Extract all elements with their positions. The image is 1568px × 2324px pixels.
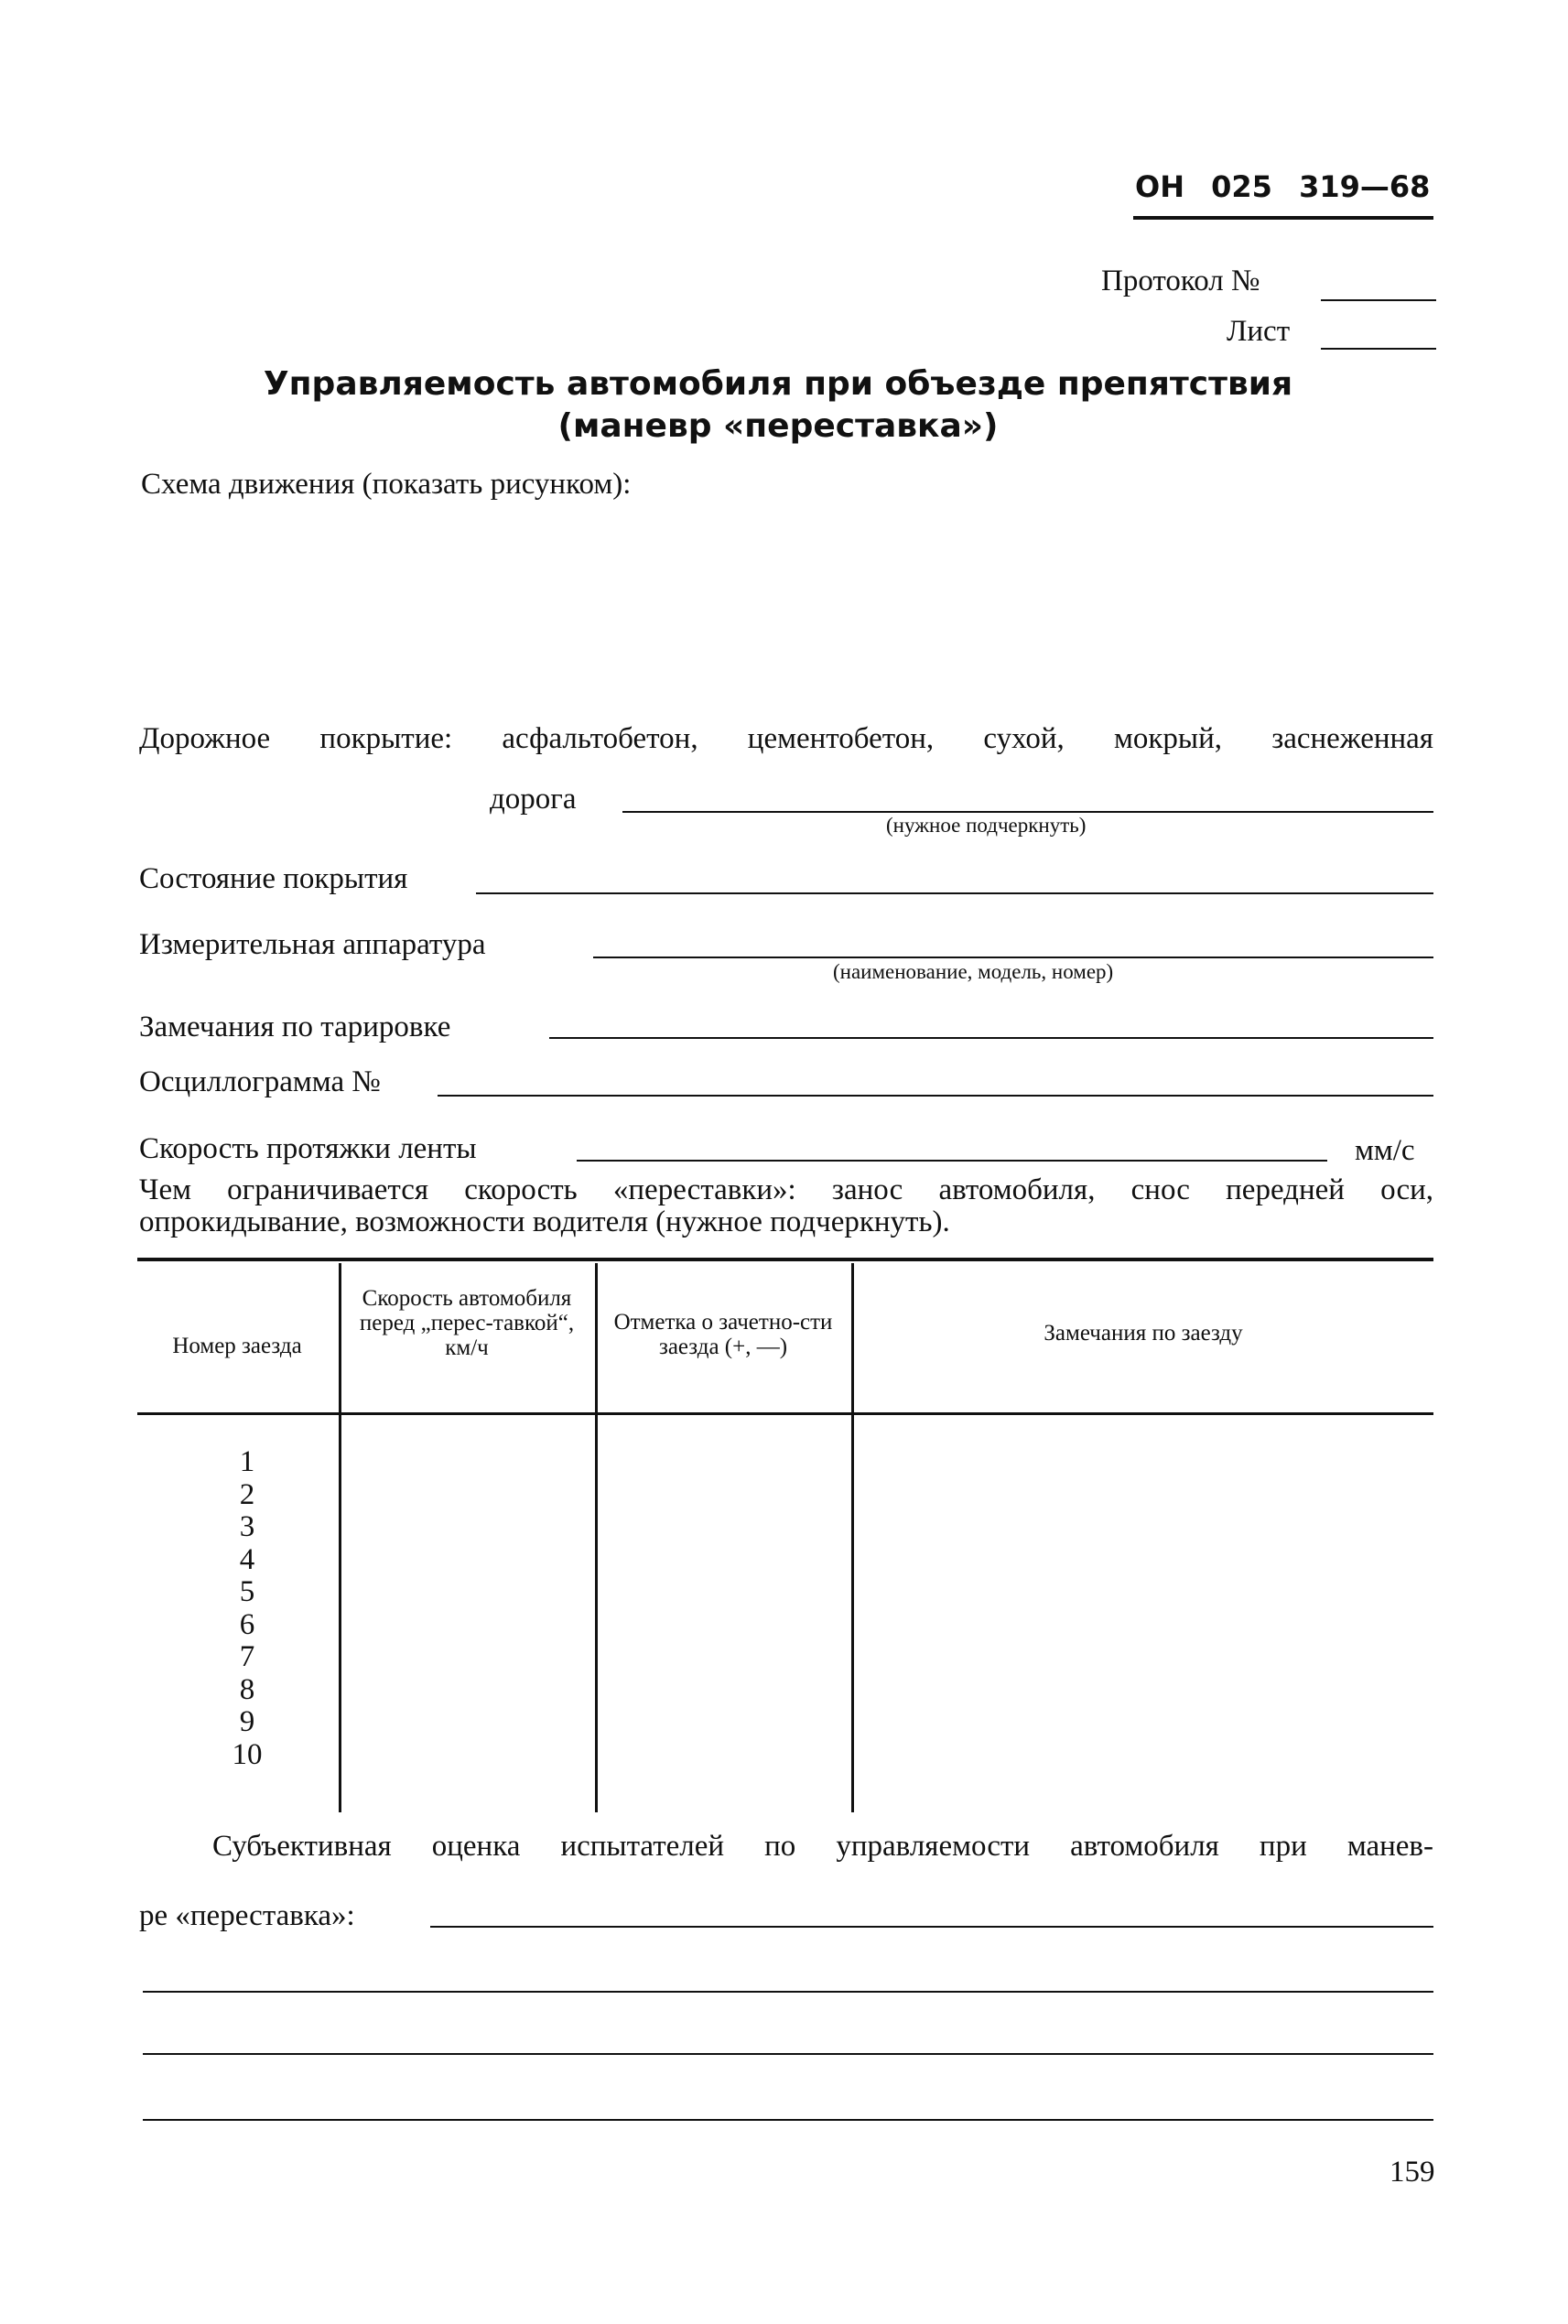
protocol-number-field[interactable] — [1321, 299, 1436, 301]
scheme-drawing-area[interactable] — [141, 513, 1433, 714]
assessment-field-line2[interactable] — [143, 1991, 1433, 1993]
tape-speed-label: Скорость протяжки ленты — [139, 1132, 477, 1165]
table-row-run-number: 3 — [239, 1510, 255, 1543]
table-row-run-number: 5 — [239, 1575, 255, 1608]
page-number: 159 — [1390, 2156, 1435, 2189]
header-run-validity-mark: Отметка о зачетно-сти заезда (+, —) — [613, 1310, 833, 1359]
oscillogram-field[interactable] — [438, 1095, 1433, 1097]
protocol-label: Протокол № — [1101, 265, 1260, 297]
scheme-label: Схема движения (показать рисунком): — [141, 468, 632, 501]
table-row-run-number: 8 — [239, 1672, 255, 1706]
table-column-divider-3 — [851, 1263, 854, 1812]
assessment-label-line1: Субъективная оценка испытателей по управляемости автомобиля при манев- — [212, 1830, 1433, 1863]
table-header-rule — [137, 1412, 1433, 1415]
page-title: Управляемость автомобиля при объезде препятствия — [263, 365, 1293, 403]
standard-code: ОН 025 319—68 — [1135, 169, 1431, 204]
table-row-run-number: 2 — [239, 1477, 255, 1511]
table-row-run-number: 6 — [239, 1607, 255, 1641]
sheet-number-field[interactable] — [1321, 348, 1436, 350]
table-row-run-number: 10 — [232, 1737, 263, 1771]
equipment-hint: (наименование, модель, номер) — [833, 960, 1114, 983]
table-row-run-number: 7 — [239, 1640, 255, 1673]
oscillogram-label: Осциллограмма № — [139, 1065, 381, 1098]
table-row-run-number: 9 — [239, 1705, 255, 1738]
equipment-label: Измерительная аппаратура — [139, 928, 486, 961]
sheet-label: Лист — [1227, 315, 1291, 348]
underline-hint: (нужное подчеркнуть) — [886, 814, 1087, 837]
speed-limit-question-line1: Чем ограничивается скорость «переставки»: занос автомобиля, снос передней оси, — [139, 1173, 1433, 1206]
assessment-field-line3[interactable] — [143, 2053, 1433, 2055]
assessment-label-line2: ре «переставка»: — [139, 1899, 355, 1932]
standard-code-underline — [1133, 216, 1433, 220]
speed-limit-question-line2: опрокидывание, возможности водителя (нужное подчеркнуть). — [139, 1205, 950, 1238]
surface-state-label: Состояние покрытия — [139, 862, 408, 895]
table-row-run-number: 1 — [239, 1445, 255, 1478]
page-subtitle: (маневр «переставка») — [557, 407, 999, 445]
assessment-field-line4[interactable] — [143, 2119, 1433, 2121]
tape-speed-field[interactable] — [577, 1160, 1327, 1162]
header-speed-before-maneuver: Скорость автомобиля перед „перес-тавкой“, км/ч — [359, 1286, 575, 1360]
table-column-divider-1 — [339, 1263, 341, 1812]
header-run-number: Номер заезда — [172, 1334, 302, 1358]
header-run-remarks: Замечания по заезду — [1044, 1321, 1243, 1346]
table-row-run-number: 4 — [239, 1542, 255, 1576]
run-number-list — [183, 1446, 311, 1771]
assessment-field-line1[interactable] — [430, 1926, 1433, 1928]
road-surface-label: Дорожное покрытие: асфальтобетон, цементобетон, сухой, мокрый, заснеженная — [139, 722, 1433, 755]
table-top-rule — [137, 1258, 1433, 1261]
equipment-field[interactable] — [593, 957, 1433, 958]
calibration-field[interactable] — [549, 1037, 1433, 1039]
calibration-label: Замечания по тарировке — [139, 1011, 451, 1043]
surface-state-field[interactable] — [476, 892, 1433, 894]
road-label: дорога — [490, 783, 577, 816]
tape-speed-unit: мм/с — [1355, 1134, 1415, 1167]
table-column-divider-2 — [595, 1263, 598, 1812]
